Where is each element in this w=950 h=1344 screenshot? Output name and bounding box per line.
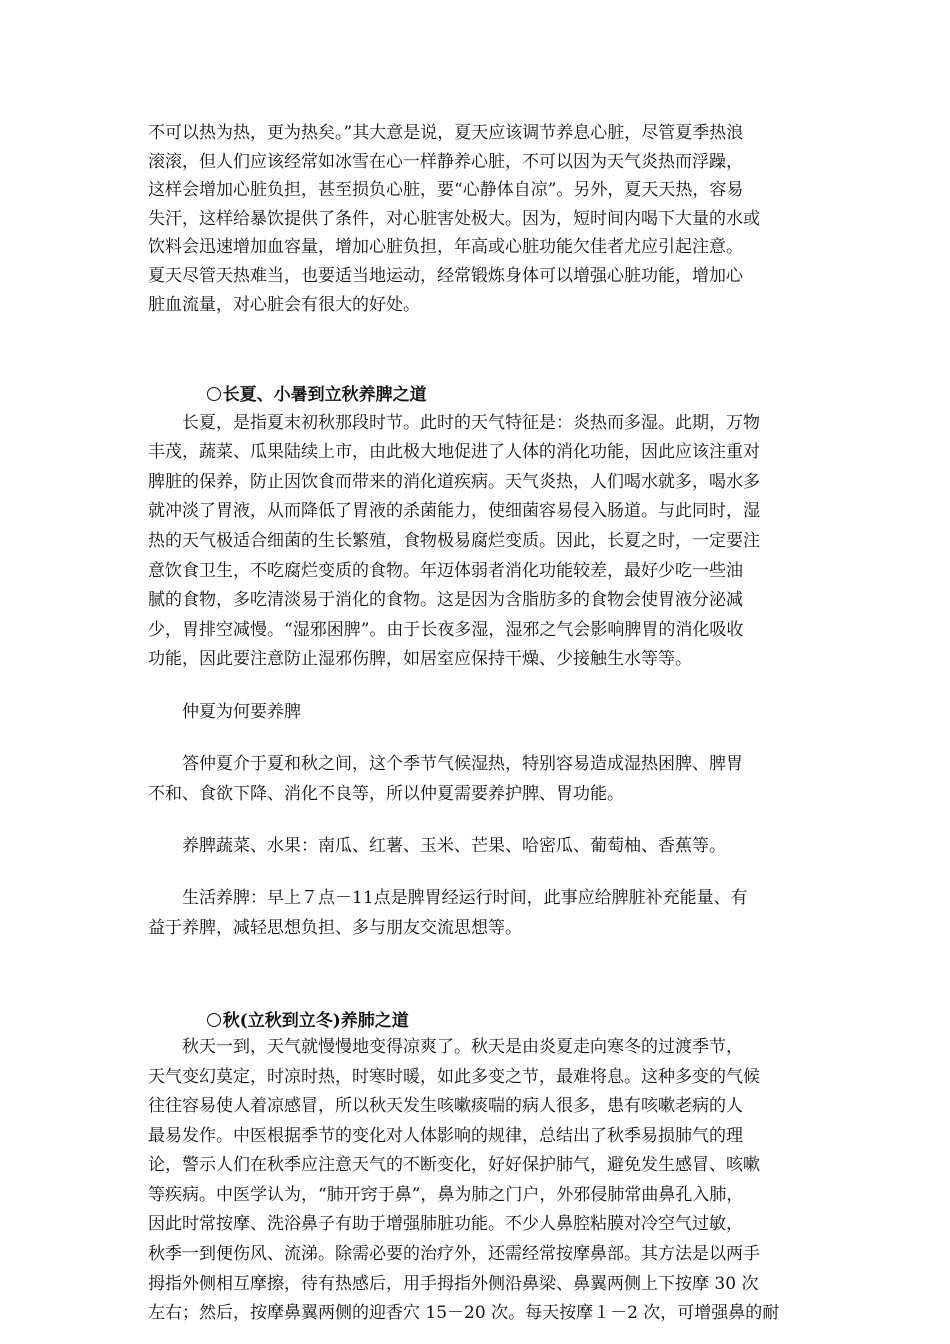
- paragraph-line: 长夏，是指夏末初秋那段时节。此时的天气特征是：炎热而多湿。此期，万物: [148, 412, 760, 433]
- paragraph-line: 就冲淡了胃液，从而降低了胃液的杀菌能力，使细菌容易侵入肠道。与此同时，湿: [148, 501, 760, 522]
- paragraph-line: 天气变幻莫定，时凉时热，时寒时暖，如此多变之节，最难将息。这种多变的气候: [148, 1066, 760, 1087]
- paragraph-line: 益于养脾，减轻思想负担、多与朋友交流思想等。: [148, 917, 522, 938]
- paragraph-line: 答仲夏介于夏和秋之间，这个季节气候湿热，特别容易造成湿热困脾、脾胃: [148, 754, 743, 774]
- paragraph-line: 拇指外侧相互摩擦，待有热感后，用手拇指外侧沿鼻梁、鼻翼两侧上下按摩 30 次: [148, 1273, 759, 1294]
- circle-bullet-icon: [207, 1013, 221, 1027]
- paragraph-line: 等疾病。中医学认为，“肺开窍于鼻”，鼻为肺之门户，外邪侵肺常曲鼻孔入肺，: [148, 1184, 744, 1205]
- paragraph-line: 因此时常按摩、洗浴鼻子有助于增强肺脏功能。不少人鼻腔粘膜对冷空气过敏，: [148, 1214, 743, 1235]
- paragraph-line: 不可以热为热，更为热矣。”其大意是说，夏天应该调节养息心脏，尽管夏季热浪: [148, 123, 744, 143]
- paragraph-line: 论，警示人们在秋季应注意天气的不断变化，好好保护肺气，避免发生感冒、咳嗽: [148, 1155, 760, 1176]
- heading-text: 秋(立秋到立冬)养肺之道: [222, 1010, 409, 1031]
- paragraph-line: 饮料会迅速增加血容量，增加心脏负担，年高或心脏功能欠佳者尤应引起注意。: [148, 237, 743, 258]
- paragraph-line: 生活养脾：早上７点－11点是脾胃经运行时间，此事应给脾脏补充能量、有: [148, 888, 748, 909]
- paragraph-line: 滚滚，但人们应该经常如冰雪在心一样静养心脏，不可以因为天气炎热而浮躁，: [148, 151, 743, 172]
- paragraph-line: 左右；然后，按摩鼻翼两侧的迎香穴 15－20 次。每天按摩１－2 次，可增强鼻的耐: [148, 1303, 780, 1323]
- subheading-line: 仲夏为何要养脾: [148, 701, 301, 722]
- paragraph-line: 养脾蔬菜、水果：南瓜、红薯、玉米、芒果、哈密瓜、葡萄柚、香蕉等。: [148, 836, 726, 856]
- circle-bullet-icon: [207, 387, 221, 401]
- paragraph-line: 秋天一到，天气就慢慢地变得凉爽了。秋天是由炎夏走向寒冬的过渡季节，: [148, 1037, 743, 1058]
- paragraph-line: 往往容易使人着凉感冒，所以秋天发生咳嗽痰喘的病人很多，患有咳嗽老病的人: [148, 1096, 743, 1117]
- paragraph-line: 腻的食物，多吃清淡易于消化的食物。这是因为含脂肪多的食物会使胃液分泌减: [148, 590, 743, 610]
- paragraph-line: 少，胃排空减慢。“湿邪困脾”。由于长夜多湿，湿邪之气会影响脾胃的消化吸收: [148, 619, 744, 640]
- paragraph-line: 意饮食卫生，不吃腐烂变质的食物。年迈体弱者消化功能较差，最好少吃一些油: [148, 560, 743, 581]
- paragraph-line: 不和、食欲下降、消化不良等，所以仲夏需要养护脾、胃功能。: [148, 783, 624, 804]
- paragraph-line: 失汗，这样给暴饮提供了条件，对心脏害处极大。因为，短时间内喝下大量的水或: [148, 208, 760, 229]
- paragraph-line: 这样会增加心脏负担，甚至损负心脏，要“心静体自凉”。另外，夏天天热，容易: [148, 180, 744, 201]
- paragraph-line: 最易发作。中医根据季节的变化对人体影响的规律，总结出了秋季易损肺气的理: [148, 1125, 743, 1146]
- section-heading-lung: [183, 982, 409, 1031]
- heading-text: 长夏、小暑到立秋养脾之道: [222, 385, 427, 406]
- paragraph-line: 热的天气极适合细菌的生长繁殖，食物极易腐烂变质。因此，长夏之时，一定要注: [148, 530, 760, 551]
- paragraph-line: 秋季一到便伤风、流涕。除需必要的治疗外，还需经常按摩鼻部。其方法是以两手: [148, 1243, 760, 1264]
- paragraph-line: 夏天尽管天热难当，也要适当地运动，经常锻炼身体可以增强心脏功能，增加心: [148, 266, 743, 286]
- paragraph-line: 丰茂，蔬菜、瓜果陆续上市，由此极大地促进了人体的消化功能，因此应该注重对: [148, 442, 760, 463]
- paragraph-line: 功能，因此要注意防止湿邪伤脾，如居室应保持干燥、少接触生水等等。: [148, 649, 692, 670]
- paragraph-line: 脾脏的保养，防止因饮食而带来的消化道疾病。天气炎热，人们喝水就多，喝水多: [148, 471, 760, 492]
- section-heading-spleen: [183, 356, 427, 406]
- paragraph-line: 脏血流量，对心脏会有很大的好处。: [148, 294, 420, 315]
